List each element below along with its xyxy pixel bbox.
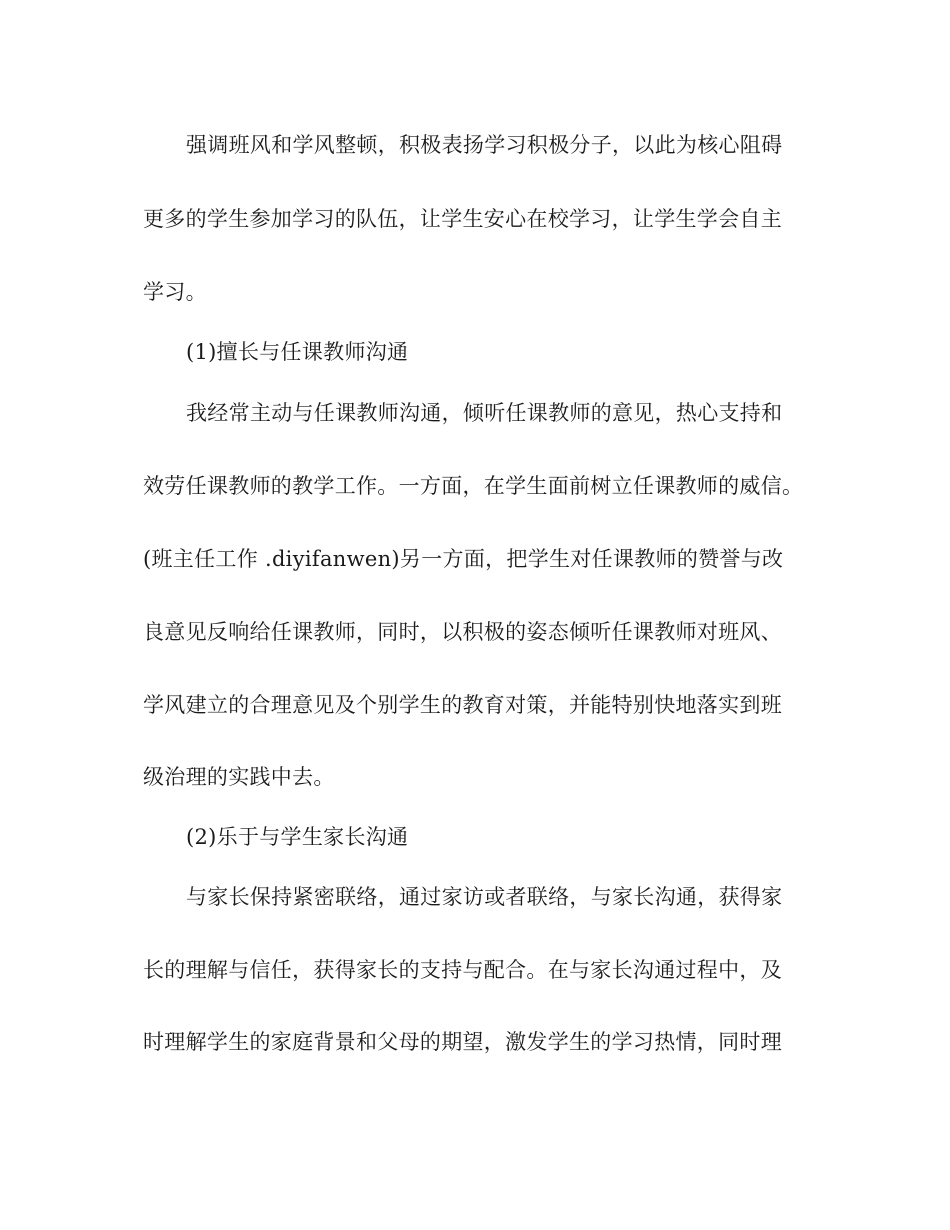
paragraph-line: 我经常主动与任课教师沟通，倾听任课教师的意见，热心支持和 bbox=[186, 401, 783, 425]
section-heading: (2)乐于与学生家长沟通 bbox=[186, 825, 409, 849]
paragraph-line: 效劳任课教师的教学工作。一方面，在学生面前树立任课教师的威信。 bbox=[143, 474, 804, 498]
paragraph-line: 更多的学生参加学习的队伍，让学生安心在校学习，让学生学会自主 bbox=[143, 207, 782, 231]
paragraph-line: 长的理解与信任，获得家长的支持与配合。在与家长沟通过程中，及 bbox=[143, 958, 782, 982]
paragraph-line: (班主任工作 .diyifanwen)另一方面，把学生对任课教师的赞誉与改 bbox=[143, 547, 784, 571]
paragraph-line: 学习。 bbox=[143, 280, 207, 304]
paragraph-line: 学风建立的合理意见及个别学生的教育对策，并能特别快地落实到班 bbox=[143, 693, 782, 717]
paragraph-line: 级治理的实践中去。 bbox=[143, 765, 335, 789]
paragraph-line: 与家长保持紧密联络，通过家访或者联络，与家长沟通，获得家 bbox=[186, 885, 783, 909]
section-heading: (1)擅长与任课教师沟通 bbox=[186, 340, 409, 364]
paragraph-line: 强调班风和学风整顿，积极表扬学习积极分子，以此为核心阻碍 bbox=[186, 133, 783, 157]
paragraph-line: 时理解学生的家庭背景和父母的期望，激发学生的学习热情，同时理 bbox=[143, 1030, 782, 1054]
paragraph-line: 良意见反响给任课教师，同时，以积极的姿态倾听任课教师对班风、 bbox=[143, 620, 782, 644]
